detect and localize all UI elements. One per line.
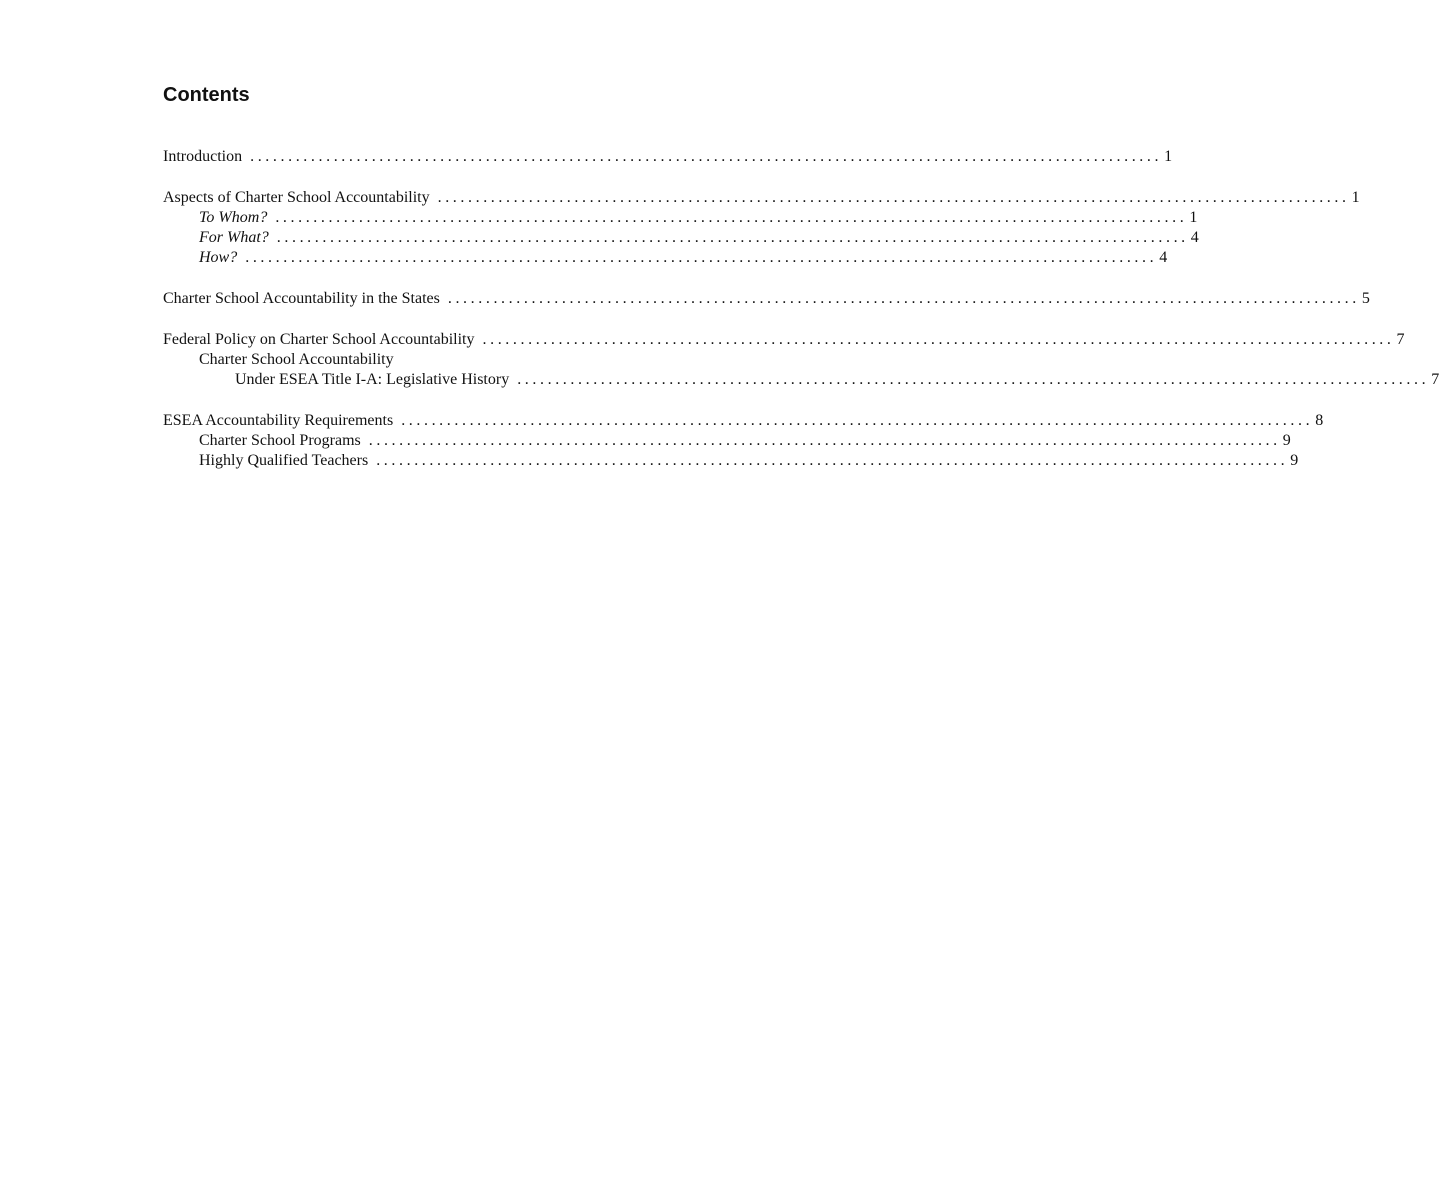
dot-leader: ........................................................................................................................ [401, 411, 1314, 429]
dot-leader: ........................................................................................................................ [245, 249, 1158, 267]
toc-entry-for-what[interactable] [163, 228, 1199, 248]
dot-leader: ........................................................................................................................ [376, 452, 1289, 470]
toc-entry-aspects[interactable] [163, 188, 1360, 208]
toc-entry-title: Aspects of Charter School Accountability [163, 188, 430, 206]
toc-entry-esea-requirements[interactable] [163, 411, 1324, 431]
toc-entry-title: Charter School Accountability in the States [163, 290, 440, 308]
toc-entry-federal-policy[interactable] [163, 330, 1405, 350]
toc-page-number: 8 [1315, 411, 1324, 429]
toc-entry-title: Charter School Accountability [199, 350, 394, 368]
dot-leader: ........................................................................................................................ [368, 432, 1281, 450]
toc-page-number: 4 [1159, 249, 1168, 267]
toc-entry-title: ESEA Accountability Requirements [163, 411, 394, 429]
toc-page-number: 1 [1189, 208, 1198, 226]
toc-entry-charter-accountability[interactable] [163, 350, 758, 370]
dot-leader: ........................................................................................................................ [482, 330, 1395, 348]
toc-entry-title: Introduction [163, 148, 243, 165]
dot-leader: ........................................................................................................................ [517, 371, 1430, 389]
toc-entry-states[interactable] [163, 289, 1370, 309]
toc-entry-title: For What? [199, 229, 269, 247]
toc-entry-title: Federal Policy on Charter School Accountability [163, 330, 475, 348]
toc-page-number: 7 [1396, 330, 1405, 348]
toc-entry-legislative-history[interactable] [163, 370, 1439, 390]
dot-leader: ........................................................................................................................ [437, 188, 1350, 206]
table-of-contents [163, 147, 1439, 472]
dot-leader: ........................................................................................................................ [276, 229, 1189, 247]
dot-leader: ........................................................................................................................ [275, 208, 1188, 226]
toc-page-number: 9 [1282, 432, 1291, 450]
toc-page-number: 7 [1431, 371, 1439, 389]
toc-page-number: 5 [1361, 290, 1370, 308]
toc-entry-title: How? [199, 249, 238, 267]
toc-page-number: 1 [1164, 148, 1173, 165]
toc-entry-title: Charter School Programs [199, 432, 361, 450]
toc-page-number: 4 [1190, 229, 1199, 247]
toc-page-number: 9 [1290, 452, 1299, 470]
toc-entry-qualified-teachers[interactable] [163, 451, 1299, 471]
toc-entry-title: Highly Qualified Teachers [199, 452, 369, 470]
toc-entry-to-whom[interactable] [163, 208, 1198, 228]
toc-entry-title: To Whom? [199, 208, 268, 226]
toc-entry-charter-programs[interactable] [163, 431, 1291, 451]
toc-entry-introduction[interactable] [163, 147, 1173, 167]
contents-heading: Contents [163, 84, 250, 106]
toc-entry-how[interactable] [163, 248, 1168, 268]
dot-leader: ........................................................................................................................ [447, 290, 1360, 308]
toc-page-number: 1 [1351, 188, 1360, 206]
dot-leader: ........................................................................................................................ [250, 148, 1163, 165]
toc-entry-title: Under ESEA Title I-A: Legislative History [235, 371, 510, 389]
